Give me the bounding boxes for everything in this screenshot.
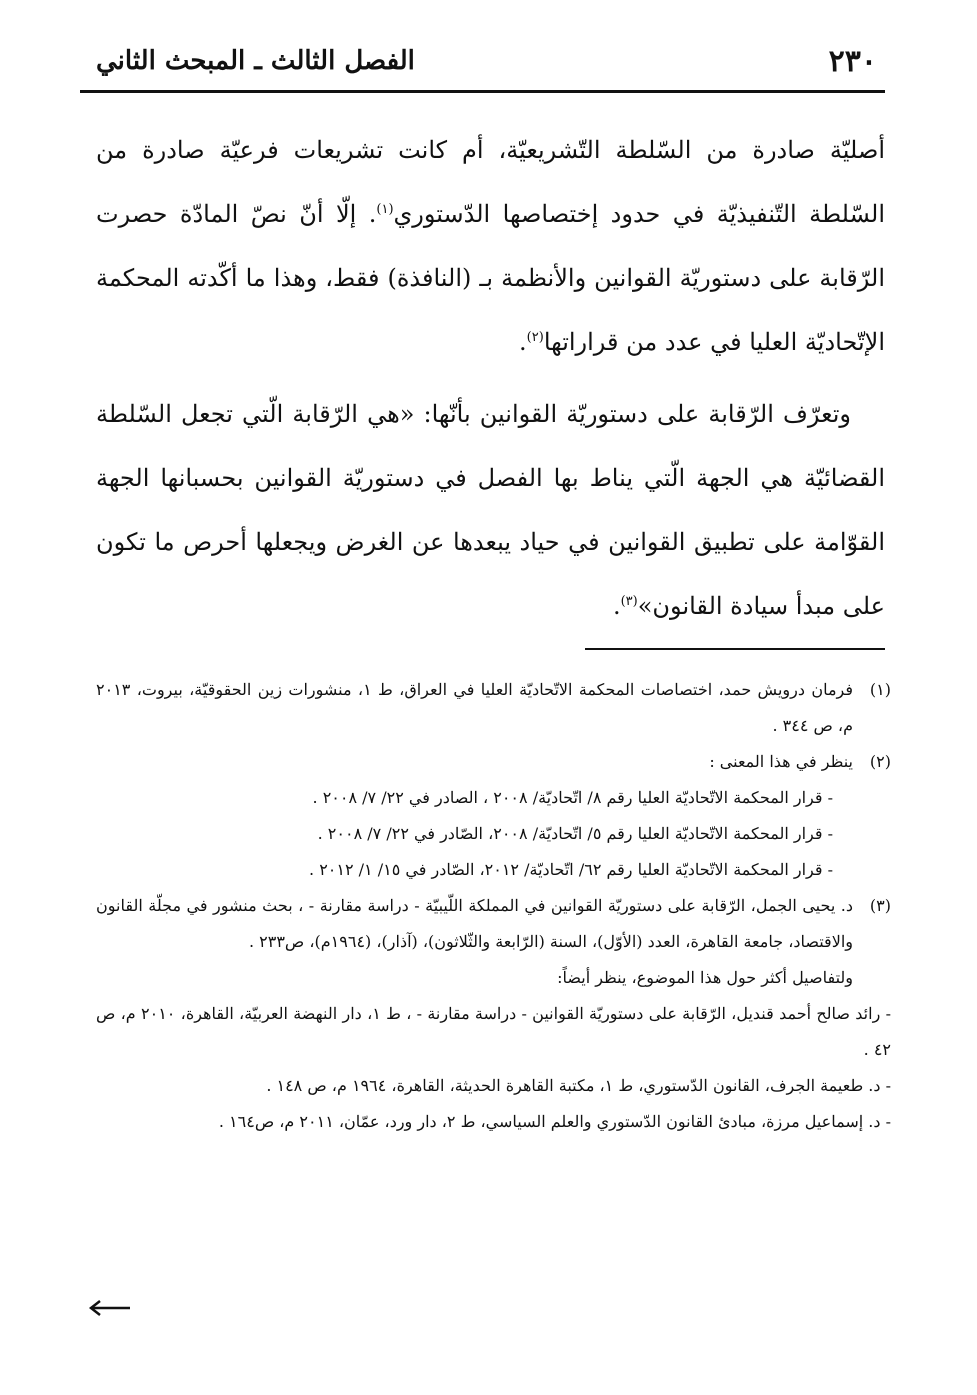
- footnote-3-text: د. يحيى الجمل، الرّقابة على دستوريّة القوانين في المملكة اللّيبيّة - دراسة مقارنة - ، بحث منشور في مجلّة القانون والاقتصاد، جامعة القاهرة، العدد (الأوّل)، السنة (الرّابعة والثّلاثون)، (آذار)، (١٩٦٤م)، ص٢٣٣ .: [96, 896, 853, 951]
- footnote-2-number: (٢): [869, 752, 891, 771]
- footnote-ref-1[interactable]: (١): [376, 202, 394, 217]
- paragraph-1-part-b: . إلّا أنّ نصّ المادّة حصرت الرّقابة على دستوريّة القوانين والأنظمة بـ (النافذة) فقط، وهذا ما أكّدته المحكمة الإتّحاديّة العليا في عدد من قراراتها: [96, 200, 885, 356]
- footnote-ref-3[interactable]: (٣): [620, 594, 638, 609]
- footnote-2-item: - قرار المحكمة الاتّحاديّة العليا رقم ٦٢/ اتّحاديّة/ ٢٠١٢، الصّادر في ١٥/ ١/ ٢٠١٢ .: [309, 860, 833, 879]
- footnote-2: [96, 744, 891, 888]
- continue-arrow-icon: [88, 1298, 132, 1318]
- footnote-3-number: (٣): [869, 896, 891, 915]
- further-reading-item: - د. إسماعيل مرزة، مبادئ القانون الدّستوري والعلم السياسي، ط ٢، دار ورد، عمّان، ٢٠١١ م، ص١٦٤ .: [218, 1112, 891, 1131]
- page-number: ٢٣٠: [828, 44, 877, 79]
- further-reading-item: - رائد صالح أحمد قنديل، الرّقابة على دستوريّة القوانين - دراسة مقارنة - ، ط ١، دار النهضة العربيّة، القاهرة، ٢٠١٠ م، ص ٤٢ .: [96, 1004, 892, 1059]
- footnote-separator: [585, 648, 885, 650]
- footnotes: [96, 672, 891, 1140]
- footnote-ref-2[interactable]: (٢): [526, 330, 544, 345]
- paragraph-1: [96, 118, 885, 374]
- footnote-1-text: فرمان درويش حمد، اختصاصات المحكمة الاتّحاديّة العليا في العراق، ط ١، منشورات زين الحقوقيّة، بيروت، ٢٠١٣ م، ص ٣٤٤ .: [96, 680, 853, 735]
- further-reading-item: - د. طعيمة الجرف، القانون الدّستوري، ط ١، مكتبة القاهرة الحديثة، القاهرة، ١٩٦٤ م، ص ١٤٨ .: [266, 1076, 891, 1095]
- paragraph-2-part-a: وتعرّف الرّقابة على دستوريّة القوانين بأنّها: «هي الرّقابة الّتي تجعل السّلطة القضائيّة هي الجهة الّتي يناط بها الفصل في دستوريّة القوانين بحسبانها الجهة القوّامة على تطبيق القوانين في حياد يبعدها عن الغرض ويجعلها أحرص ما تكون على مبدأ سيادة القانون»: [96, 400, 886, 620]
- paragraph-2-part-b: .: [612, 592, 621, 620]
- footnote-1: [96, 672, 891, 744]
- paragraph-2: [96, 382, 885, 638]
- footnote-2-intro: ينظر في هذا المعنى :: [709, 752, 853, 771]
- page-header: [80, 44, 885, 93]
- paragraph-1-part-a: أصليّة صادرة من السّلطة التّشريعيّة، أم كانت تشريعات فرعيّة صادرة من السّلطة التّنفيذيّة في حدود إختصاصها الدّستوري: [96, 136, 886, 228]
- footnote-2-item: - قرار المحكمة الاتّحاديّة العليا رقم ٥/ اتّحاديّة/ ٢٠٠٨، الصّادر في ٢٢/ ٧/ ٢٠٠٨ .: [317, 824, 833, 843]
- footnote-2-item: - قرار المحكمة الاتّحاديّة العليا رقم ٨/ اتّحاديّة/ ٢٠٠٨ ، الصادر في ٢٢/ ٧/ ٢٠٠٨ .: [312, 788, 833, 807]
- footnote-1-number: (١): [869, 680, 891, 699]
- further-reading-intro: ولتفاصيل أكثر حول هذا الموضوع، ينظر أيضاً:: [557, 968, 853, 987]
- chapter-title: الفصل الثالث ـ المبحث الثاني: [96, 46, 415, 76]
- paragraph-1-part-c: .: [519, 328, 527, 356]
- footnote-3: [96, 888, 891, 960]
- main-text: [96, 118, 885, 638]
